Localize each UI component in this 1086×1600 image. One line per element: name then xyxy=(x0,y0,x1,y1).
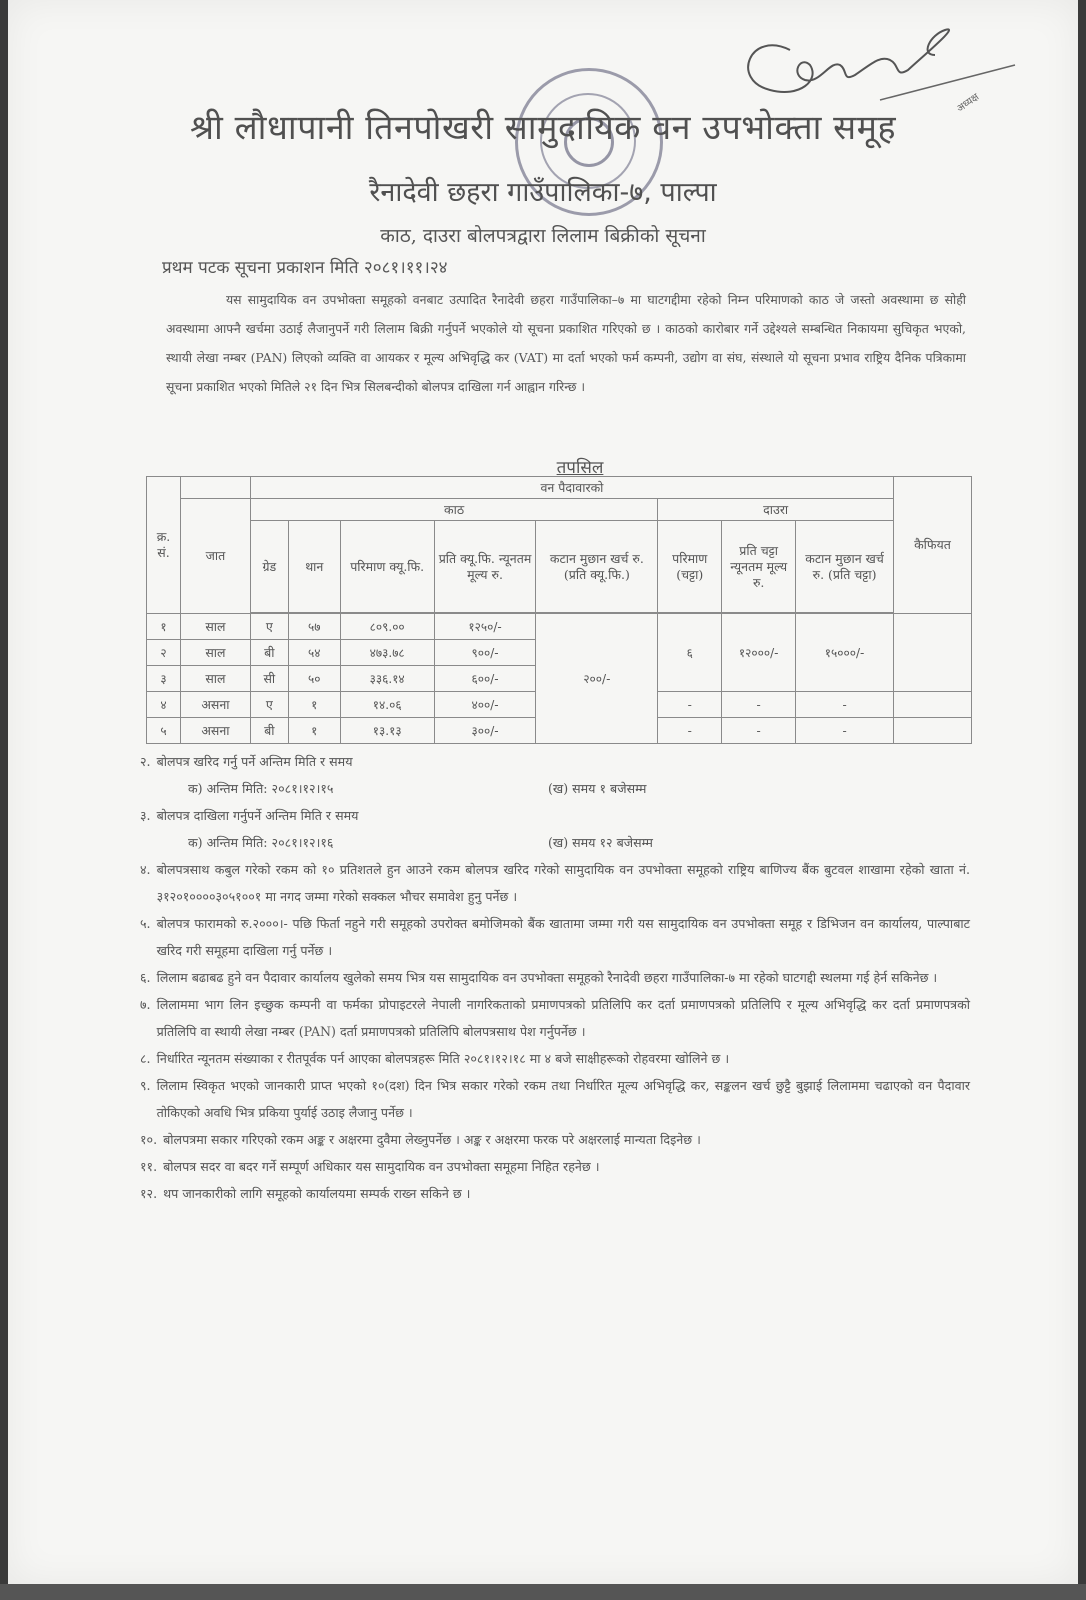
header-min-price-cft: प्रति क्यू.फि. न्यूनतम मूल्य रु. xyxy=(434,521,536,613)
term-item xyxy=(140,910,970,964)
organization-name: श्री लौधापानी तिनपोखरी सामुदायिक वन उपभोक्ता समूह xyxy=(189,108,897,148)
intro-paragraph: यस सामुदायिक वन उपभोक्ता समूहको वनबाट उत्पादित रैनादेवी छहरा गाउँपालिका–७ मा घाटगद्दीमा रहेको निम्न परिमाणको काठ जे जस्तो अवस्थामा छ सोही अवस्थामा आफ्नै खर्चमा उठाई लैजानुपर्ने गरी लिलाम बिक्री गर्नुपर्ने भएकोले यो सूचना प्रकाशित गरिएको छ । काठको कारोबार गर्ने उद्देश्यले सम्बन्धित निकायमा सुचिकृत भएको, स्थायी लेखा नम्बर (PAN) लिएको व्यक्ति वा आयकर र मूल्य अभिवृद्धि कर (VAT) मा दर्ता भएको फर्म कम्पनी, उद्योग वा संघ, संस्थाले यो सूचना प्रभाव राष्ट्रिय दैनिक पत्रिकामा सूचना प्रकाशित भएको मितिले २१ दिन भित्र सिलबन्दीको बोलपत्र दाखिला गर्न आह्वान गरिन्छ । xyxy=(166,292,966,394)
term-item xyxy=(140,991,970,1045)
term-item xyxy=(140,748,970,775)
cell-sn: २ xyxy=(147,640,181,666)
header-forest-product: वन पैदावारको xyxy=(250,477,893,499)
term-text: बोलपत्रसाथ कबुल गरेको रकम को १० प्रतिशतले हुन आउने रकम बोलपत्र खरिद गरेको सामुदायिक वन उपभोक्ता समूहको राष्ट्रिय बाणिज्य बैंक बुटवल शाखामा रहेको खाता नं. ३१२०१००००३०५१००१ मा नगद जम्मा गरेको सक्कल भौचर समावेश हुनु पर्नेछ । xyxy=(156,862,970,904)
term-text: बोलपत्र दाखिला गर्नुपर्ने अन्तिम मिति र समय xyxy=(156,808,359,823)
header-sn: क्र. सं. xyxy=(147,477,181,614)
term-text: बोलपत्र सदर वा बदर गर्ने सम्पूर्ण अधिकार यस सामुदायिक वन उपभोक्ता समूहमा निहित रहनेछ । xyxy=(163,1159,600,1174)
term-text: लिलाम स्विकृत भएको जानकारी प्राप्त भएको १०(दश) दिन भित्र सकार गरेको रकम तथा निर्धारित मूल्य अभिवृद्धि कर, सङ्कलन खर्च छुट्टै बुझाई लिलाममा चढाएको वन पैदावार तोकिएको अवधि भित्र प्रकिया पुर्याई उठाइ लैजानु पर्नेछ । xyxy=(156,1078,970,1120)
cell-remarks xyxy=(894,692,972,718)
submission-deadline-date: क) अन्तिम मिति: २०८१।१२।१६ xyxy=(188,835,334,850)
cell-min-price: १२५०/- xyxy=(434,614,536,640)
term-number: ५. xyxy=(140,916,151,931)
cell-remarks xyxy=(894,718,972,744)
cell-firewood-quantity: ६ xyxy=(658,614,722,692)
term-text: निर्धारित न्यूनतम संख्याका र रीतपूर्वक पर्न आएका बोलपत्रहरू मिति २०८१।१२।१८ मा ४ बजे साक्षीहरूको रोहवरमा खोलिने छ । xyxy=(156,1051,730,1066)
cell-dash: - xyxy=(796,692,894,718)
header-min-price-chatta: प्रति चट्टा न्यूनतम मूल्य रु. xyxy=(722,521,796,613)
cell-pieces: ५७ xyxy=(288,614,340,640)
cell-min-price: ४००/- xyxy=(434,692,536,718)
signature-icon xyxy=(730,20,1030,110)
header-timber: काठ xyxy=(250,499,657,521)
term-text: थप जानकारीको लागि समूहको कार्यालयमा सम्पर्क राख्न सकिने छ । xyxy=(163,1186,471,1201)
cell-grade: ए xyxy=(250,692,288,718)
term-item xyxy=(140,1045,970,1072)
cell-min-price: ९००/- xyxy=(434,640,536,666)
term-number: ४. xyxy=(140,862,151,877)
cell-sn: १ xyxy=(147,614,181,640)
term-text: बोलपत्र फारामको रु.२०००।- पछि फिर्ता नहुने गरी समूहको उपरोक्त बमोजिमको बैंक खातामा जम्मा गरी यस सामुदायिक वन उपभोक्ता समूह र डिभिजन वन कार्यालय, पाल्पाबाट खरिद गरी समूहमा दाखिला गर्नु पर्नेछ । xyxy=(156,916,970,958)
term-text: बोलपत्र खरिद गर्नु पर्ने अन्तिम मिति र समय xyxy=(156,754,353,769)
cell-grade: ए xyxy=(250,614,288,640)
table-row xyxy=(147,614,972,640)
cell-remarks xyxy=(894,614,972,692)
term-number: ७. xyxy=(140,997,151,1012)
cell-grade: बी xyxy=(250,718,288,744)
cell-species: असना xyxy=(180,692,250,718)
term-item xyxy=(140,1153,970,1180)
cell-timber-cutting-cost: २००/- xyxy=(536,614,658,744)
cell-grade: बी xyxy=(250,640,288,666)
cell-firewood-cutting-cost: १५०००/- xyxy=(796,614,894,692)
term-number: २. xyxy=(140,754,151,769)
cell-quantity: ४७३.७८ xyxy=(340,640,434,666)
term-sub xyxy=(140,829,970,856)
auction-items-table xyxy=(146,476,972,744)
term-item xyxy=(140,1072,970,1126)
notice-title: काठ, दाउरा बोलपत्रद्वारा लिलाम बिक्रीको सूचना xyxy=(380,225,706,247)
purchase-deadline-time: (ख) समय १ बजेसम्म xyxy=(548,781,647,796)
term-number: ९. xyxy=(140,1078,151,1093)
term-number: १२. xyxy=(140,1186,158,1201)
term-item xyxy=(140,856,970,910)
cell-min-price: ६००/- xyxy=(434,666,536,692)
term-number: ११. xyxy=(140,1159,158,1174)
signature-designation: अध्यक्ष xyxy=(954,91,982,115)
header-cutting-cost-chatta: कटान मुछान खर्च रु. (प्रति चट्टा) xyxy=(796,521,894,613)
publication-date: प्रथम पटक सूचना प्रकाशन मिति २०८१।११।२४ xyxy=(162,258,448,278)
term-text: बोलपत्रमा सकार गरिएको रकम अङ्क र अक्षरमा दुवैमा लेख्नुपर्नेछ । अङ्क र अक्षरमा फरक परे अक्षरलाई मान्यता दिइनेछ । xyxy=(163,1132,701,1147)
cell-sn: ४ xyxy=(147,692,181,718)
cell-quantity: ८०९.०० xyxy=(340,614,434,640)
header-quantity-chatta: परिमाण (चट्टा) xyxy=(658,521,722,613)
cell-species: साल xyxy=(180,614,250,640)
header-firewood: दाउरा xyxy=(658,499,894,521)
cell-dash: - xyxy=(722,692,796,718)
cell-pieces: १ xyxy=(288,692,340,718)
cell-pieces: १ xyxy=(288,718,340,744)
header-species: जात xyxy=(180,499,250,614)
term-number: ६. xyxy=(140,970,151,985)
header-cutting-cost-cft: कटान मुछान खर्च रु. (प्रति क्यू.फि.) xyxy=(536,521,658,613)
term-item xyxy=(140,1126,970,1153)
term-number: ३. xyxy=(140,808,151,823)
term-item xyxy=(140,802,970,829)
purchase-deadline-date: क) अन्तिम मिति: २०८१।१२।१५ xyxy=(188,781,334,796)
cell-dash: - xyxy=(658,692,722,718)
cell-dash: - xyxy=(796,718,894,744)
term-item xyxy=(140,964,970,991)
header-quantity-cft: परिमाण क्यू.फि. xyxy=(340,521,434,613)
term-number: ८. xyxy=(140,1051,151,1066)
term-sub xyxy=(140,775,970,802)
organization-address: रैनादेवी छहरा गाउँपालिका-७, पाल्पा xyxy=(369,177,717,208)
cell-pieces: ५० xyxy=(288,666,340,692)
cell-pieces: ५४ xyxy=(288,640,340,666)
term-item xyxy=(140,1180,970,1207)
cell-sn: ५ xyxy=(147,718,181,744)
cell-species: साल xyxy=(180,666,250,692)
scan-edge xyxy=(0,1584,1086,1600)
cell-dash: - xyxy=(722,718,796,744)
cell-species: असना xyxy=(180,718,250,744)
header-pieces: थान xyxy=(288,521,340,613)
cell-min-price: ३००/- xyxy=(434,718,536,744)
header-remarks: कैफियत xyxy=(894,477,972,614)
cell-quantity: ३३६.१४ xyxy=(340,666,434,692)
cell-quantity: १३.१३ xyxy=(340,718,434,744)
cell-grade: सी xyxy=(250,666,288,692)
term-text: लिलाम बढाबढ हुने वन पैदावार कार्यालय खुलेको समय भित्र यस सामुदायिक वन उपभोक्ता समूहको रैनादेवी छहरा गाउँपालिका-७ मा रहेको घाटगद्दी स्थलमा गई हेर्न सकिनेछ । xyxy=(156,970,938,985)
cell-dash: - xyxy=(658,718,722,744)
table-caption: तपसिल xyxy=(556,458,604,478)
cell-quantity: १४.०६ xyxy=(340,692,434,718)
term-text: लिलाममा भाग लिन इच्छुक कम्पनी वा फर्मका प्रोपाइटरले नेपाली नागरिकताको प्रमाणपत्रको प्रतिलिपि कर दर्ता प्रमाणपत्रको प्रतिलिपि र मूल्य अभिवृद्धि कर दर्ता प्रमाणपत्रको प्रतिलिपि वा स्थायी लेखा नम्बर (PAN) दर्ता प्रमाणपत्रको प्रतिलिपि बोलपत्रसाथ पेश गर्नुपर्नेछ । xyxy=(156,997,970,1039)
submission-deadline-time: (ख) समय १२ बजेसम्म xyxy=(548,835,653,850)
terms-list xyxy=(140,748,970,1207)
cell-sn: ३ xyxy=(147,666,181,692)
cell-species: साल xyxy=(180,640,250,666)
cell-firewood-min-price: १२०००/- xyxy=(722,614,796,692)
term-number: १०. xyxy=(140,1132,158,1147)
header-grade: ग्रेड xyxy=(250,521,288,613)
